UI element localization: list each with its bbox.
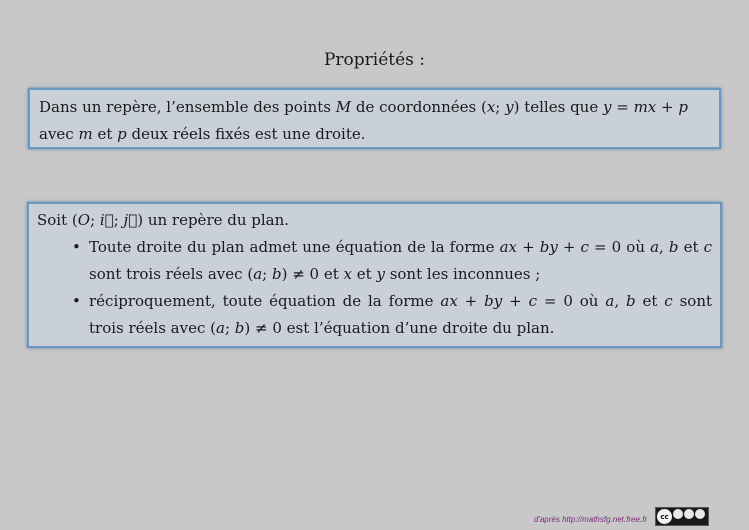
by-icon: [673, 509, 683, 519]
list-item: • réciproquement, toute équation de la forme ax + by + c = 0 où a, b et c sont trois réels avec (a; b) ≠ 0 est l’équation d’une droite du plan.: [89, 288, 712, 342]
property-list: [37, 234, 712, 342]
property-box-equation-cartesienne: [27, 202, 722, 348]
cc-logo-icon: cc: [657, 509, 672, 524]
nc-icon: [684, 509, 694, 519]
property-box-equation-reduite: [28, 88, 721, 149]
footer-credit: d'après http://mathsfg.net.free.fr: [533, 515, 647, 524]
list-item: • Toute droite du plan admet une équation de la forme ax + by + c = 0 où a, b et c sont trois réels avec (a; b) ≠ 0 et x et y sont les inconnues ;: [89, 234, 712, 288]
creative-commons-badge: [655, 507, 709, 526]
property-intro: Soit (O; i⃗; j⃗) un repère du plan.: [37, 211, 290, 229]
sa-icon: [695, 509, 705, 519]
page-title: Propriétés :: [323, 50, 426, 70]
property-text-1: Dans un repère, l’ensemble des points M de coordonnées (x; y) telles que y = mx + p avec m et p deux réels fixés est une droite.: [39, 98, 688, 143]
